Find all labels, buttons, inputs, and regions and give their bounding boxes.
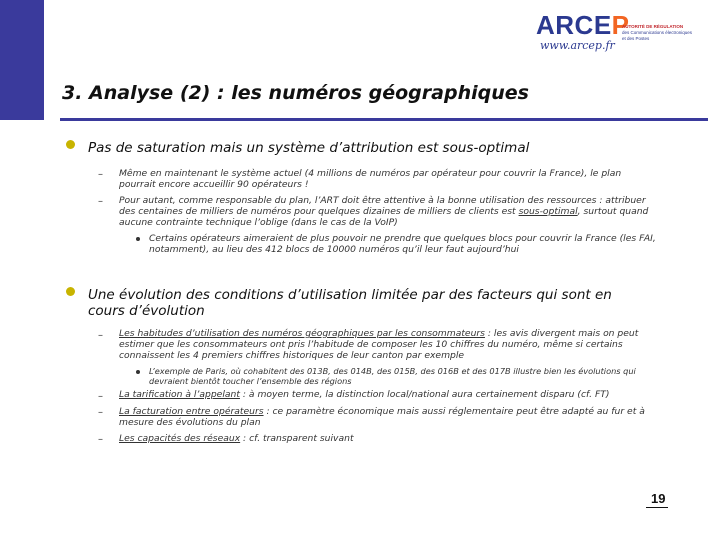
- page-number: 19: [651, 491, 666, 506]
- dash-icon: –: [98, 434, 103, 445]
- left-accent-bar: [0, 0, 44, 120]
- sub-bullet-icon: [136, 370, 140, 374]
- point2-text: Une évolution des conditions d’utilisation limitée par des facteurs qui sont en cours d’évolution: [88, 287, 612, 319]
- point1-sub2: Pour autant, comme responsable du plan, l’ART doit être attentive à la bonne utilisation des ressources : attribuer des centaines de milliers de numéros pour quelques dizaines de milliers de clients est sous-optimal, surtout quand aucune contrainte technique l’oblige (dans le cas de la VoIP): [119, 195, 649, 228]
- logo-subtitle: AUTORITÉ DE RÉGULATION des Communications électroniques et des Postes: [622, 24, 693, 41]
- dash-icon: –: [98, 169, 103, 180]
- logo-url: www.arcep.fr: [540, 39, 615, 52]
- point2-sub3: La facturation entre opérateurs : ce paramètre économique mais aussi réglementaire peut être adapté au fur et à mesure des évolutions du plan: [119, 406, 645, 428]
- point1-sub1: Même en maintenant le système actuel (4 millions de numéros par opérateur pour couvrir la France), le plan pourrait encore accueillir 90 opérateurs !: [119, 168, 622, 190]
- dash-icon: –: [98, 407, 103, 418]
- dash-icon: –: [98, 391, 103, 402]
- logo-brand: ARCEP: [536, 10, 630, 40]
- point2-sub1-detail: L’exemple de Paris, où cohabitent des 013B, des 014B, des 015B, des 016B et des 017B illustre bien les évolutions qui devraient bientôt toucher l’ensemble des régions: [149, 366, 636, 386]
- point2-sub1: Les habitudes d’utilisation des numéros géographiques par les consommateurs : les avis divergent mais on peut estimer que les consommateurs ont pris l’habitude de composer les 10 chiffres du numéro, même si certains connaissent les 4 premiers chiffres historiques de leur canton par exemple: [119, 328, 639, 361]
- bullet-icon: [66, 287, 75, 296]
- bullet-icon: [66, 140, 75, 149]
- dash-icon: –: [98, 196, 103, 207]
- page-number-underline: [646, 507, 668, 508]
- point2-sub2: La tarification à l’appelant : à moyen terme, la distinction local/national aura certainement disparu (cf. FT): [119, 389, 610, 400]
- sub-bullet-icon: [136, 237, 140, 241]
- dash-icon: –: [98, 330, 103, 341]
- title-underline: [60, 118, 708, 121]
- arcep-logo: [536, 8, 716, 52]
- slide-title: 3. Analyse (2) : les numéros géographiques: [62, 82, 529, 104]
- point1-text: Pas de saturation mais un système d’attribution est sous-optimal: [88, 140, 530, 156]
- point1-sub2-detail: Certains opérateurs aimeraient de plus pouvoir ne prendre que quelques blocs pour couvrir la France (les FAI, notamment), au lieu des 412 blocs de 10000 numéros qu’il leur faut aujourd’hui: [149, 233, 656, 255]
- point2-sub4: Les capacités des réseaux : cf. transparent suivant: [119, 433, 354, 444]
